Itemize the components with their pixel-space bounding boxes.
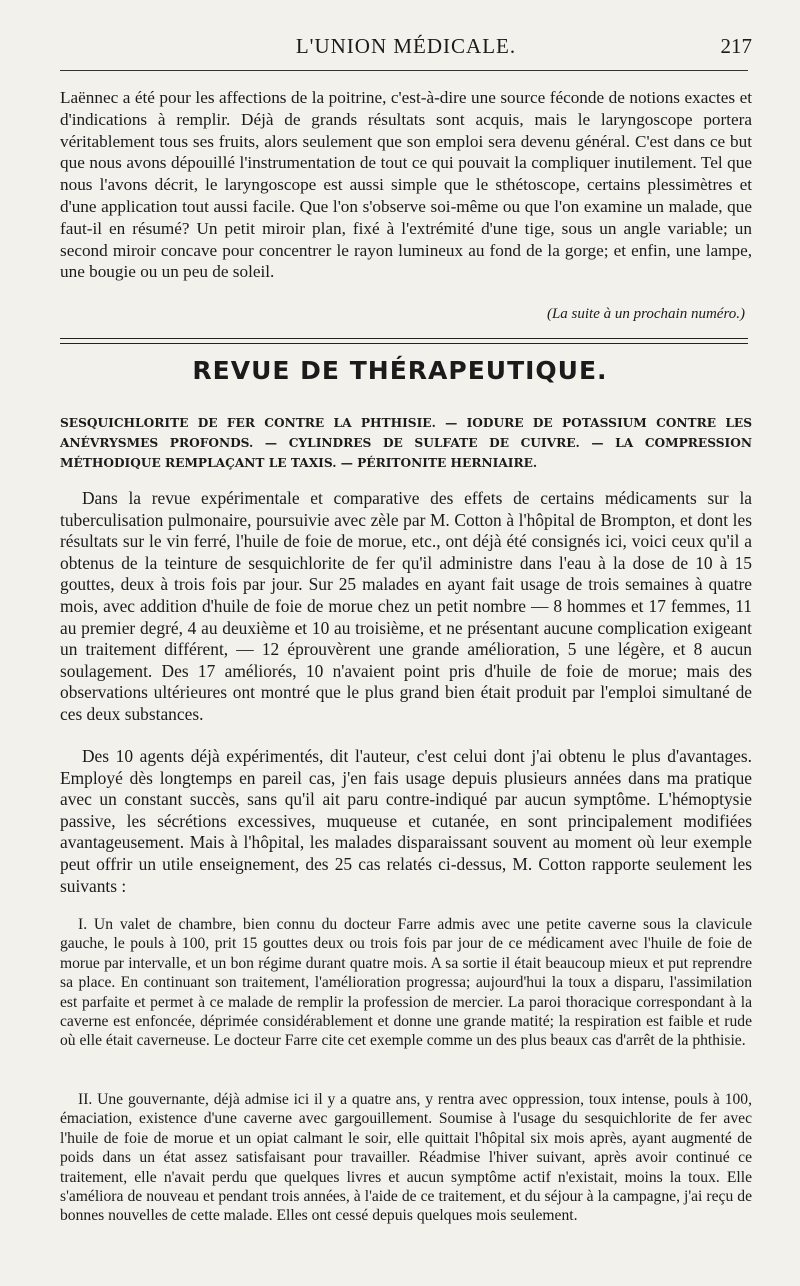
section-divider: [60, 338, 748, 344]
header-rule: [60, 70, 748, 71]
lead-paragraph: Laënnec a été pour les affections de la poitrine, c'est-à-dire une source féconde de notions exactes et d'indications à remplir. Déjà de grands résultats sont acquis, mais le laryngoscope portera véritablement tous ses fruits, alors seulement que son emploi sera devenu général. C'est dans ce but que nous avons dépouillé l'instrumentation de tout ce qui pouvait la compliquer inutilement. Tel que nous l'avons décrit, le laryngoscope est aussi simple que le sthétoscope, certains plessimètres et d'une application tout aussi facile. Que l'on s'observe soi-même ou que l'on examine un malade, que faut-il en résumé? Un petit miroir plan, fixé à l'extrémité d'une tige, sous un angle variable; un second miroir concave pour concentrer le rayon lumineux au fond de la gorge; et enfin, une lampe, une bougie ou un peu de soleil.: [60, 88, 752, 282]
page-number: 217: [720, 34, 752, 58]
page-header: [60, 34, 752, 64]
body-paragraph-2: Des 10 agents déjà expérimentés, dit l'auteur, c'est celui dont j'ai obtenu le plus d'avantages. Employé dès longtemps en pareil cas, j'en fais usage depuis plusieurs années dans ma pratique avec un constant succès, sans qu'il ait paru contre-indiqué par aucun symptôme. L'hémoptysie passive, les sécrétions excessives, muqueuse et cutanée, en sont principalement modifiées avantageusement. Mais à l'hôpital, les malades disparaissant souvent au moment où leur exemple peut offrir un utile enseignement, des 25 cas relatés ci-dessus, M. Cotton rapporte seulement les suivants :: [60, 746, 752, 896]
body-paragraph-1: Dans la revue expérimentale et comparative des effets de certains médicaments sur la tuberculisation pulmonaire, poursuivie avec zèle par M. Cotton à l'hôpital de Brompton, et dont les résultats sur le vin ferré, l'huile de foie de morue, etc., ont déjà été consignés ici, voici ceux qu'il a obtenus de la teinture de sesquichlorite de fer qu'il administre dans l'eau à la dose de 10 à 15 gouttes, deux à trois fois par jour. Sur 25 malades en ayant fait usage de trois semaines à quatre mois, avec addition d'huile de foie de morue chez un petit nombre — 8 hommes et 17 femmes, 11 au premier degré, 4 au deuxième et 10 au troisième, et ne présentant aucune complication exigeant un traitement différent, — 12 éprouvèrent une grande amélioration, 5 une légère, et 8 aucun soulagement. Des 17 améliorés, 10 n'avaient point pris d'huile de foie de morue; mais des observations ultérieures ont montré que le plus grand bien était produit par l'emploi simultané de ces deux substances.: [60, 488, 752, 724]
running-title: L'UNION MÉDICALE.: [295, 34, 517, 58]
section-title: REVUE DE THÉRAPEUTIQUE.: [192, 356, 608, 385]
case-observation-2: II. Une gouvernante, déjà admise ici il y a quatre ans, y rentra avec oppression, toux intense, pouls à 100, émaciation, existence d'une caverne avec gargouillement. Soumise à l'usage du sesquichlorite de fer avec l'huile de foie de morue et un opiat calmant le soir, elle quittait l'hôpital six mois après, ayant augmenté de poids dans un état assez satisfaisant pour travailler. Réadmise l'hiver suivant, après avoir continué ce traitement, elle n'avait perdu que quelques livres et aucun symptôme actif n'existait, moins la toux. Elle s'améliora de nouveau et pendant trois années, à l'aide de ce traitement, et du séjour à la campagne, j'ai reçu de bonnes nouvelles de cette malade. Elles ont cessé depuis quelques mois seulement.: [60, 1091, 752, 1225]
case-observation-1: I. Un valet de chambre, bien connu du docteur Farre admis avec une petite caverne sous la clavicule gauche, le pouls à 100, prit 15 gouttes deux ou trois fois par jour de ce médicament avec l'huile de foie de morue par intervalle, et un bon régime durant quatre mois. A sa sortie il était beaucoup mieux et put reprendre sa place. En continuant son traitement, l'amélioration progressa; aujourd'hui la toux a disparu, l'assimilation est parfaite et permet à ce malade de remplir la profession de mercier. La paroi thoracique correspondant à la caverne est enfoncée, déprimée considérablement et donne une grande matité; la respiration est faible et rude où elle était caverneuse. Le docteur Farre cite cet exemple comme un des plus beaux cas d'arrêt de la phthisie.: [60, 916, 752, 1050]
continuation-note: (La suite à un prochain numéro.): [546, 306, 745, 322]
section-subtitle: SESQUICHLORITE DE FER CONTRE LA PHTHISIE. — IODURE DE POTASSIUM CONTRE LES ANÉVRYSMES PROFONDS. — CYLINDRES DE SULFATE DE CUIVRE. — LA COMPRESSION MÉTHODIQUE REMPLAÇANT LE TAXIS. — PÉRITONITE HERNIAIRE.: [60, 416, 752, 470]
